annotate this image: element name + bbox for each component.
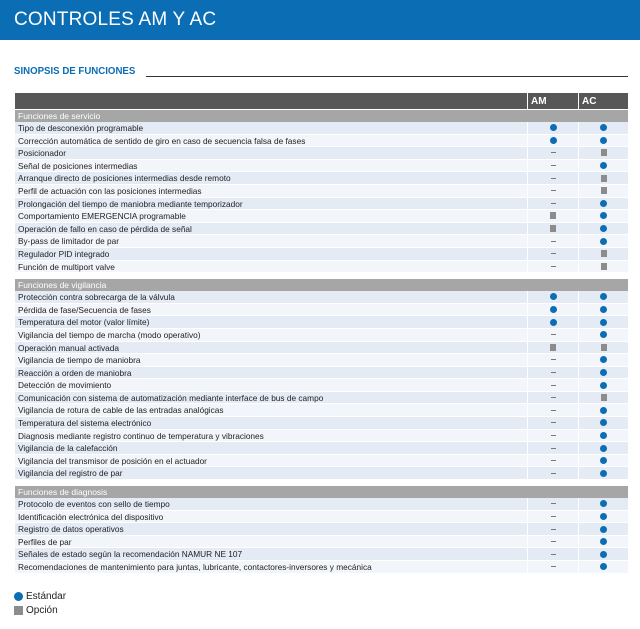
table-row (15, 235, 628, 248)
function-label: Registro de datos operativos (18, 524, 124, 535)
ac-cell (578, 354, 628, 366)
am-cell (527, 467, 578, 479)
standard-dot-icon (550, 293, 557, 300)
standard-dot-icon (600, 162, 607, 169)
not-available-dash-icon (551, 541, 556, 542)
am-cell (527, 329, 578, 341)
table-row (15, 467, 628, 480)
table-row (15, 523, 628, 536)
am-cell (527, 172, 578, 184)
am-cell (527, 261, 578, 273)
function-label: Protección contra sobrecarga de la válvula (18, 292, 175, 303)
standard-dot-icon (600, 551, 607, 558)
not-available-dash-icon (551, 503, 556, 504)
legend-option: Opción (14, 605, 58, 616)
table-row (15, 379, 628, 392)
not-available-dash-icon (551, 334, 556, 335)
table-row (15, 198, 628, 211)
table-row (15, 548, 628, 561)
not-available-dash-icon (551, 473, 556, 474)
ac-cell (578, 329, 628, 341)
not-available-dash-icon (551, 529, 556, 530)
not-available-dash-icon (551, 178, 556, 179)
not-available-dash-icon (551, 372, 556, 373)
function-label: Comportamiento EMERGENCIA programable (18, 211, 186, 222)
table-row (15, 417, 628, 430)
am-cell (527, 498, 578, 510)
am-cell (527, 316, 578, 328)
function-label: Función de multiport valve (18, 261, 115, 272)
not-available-dash-icon (551, 165, 556, 166)
standard-dot-icon (600, 432, 607, 439)
function-label: By-pass de limitador de par (18, 236, 119, 247)
function-label: Identificación electrónica del dispositivo (18, 511, 164, 522)
functions-table (15, 93, 628, 574)
standard-dot-icon (600, 306, 607, 313)
standard-dot-icon (600, 137, 607, 144)
standard-dot-icon (600, 356, 607, 363)
standard-dot-icon (600, 124, 607, 131)
function-label: Vigilancia del registro de par (18, 468, 123, 479)
column-header-am: AM (527, 93, 578, 109)
ac-cell (578, 248, 628, 260)
function-label: Tipo de desconexión programable (18, 123, 144, 133)
subtitle-rule (146, 67, 628, 77)
standard-dot-icon (600, 407, 607, 414)
standard-dot-icon (600, 319, 607, 326)
section-header: Funciones de diagnosis (15, 486, 628, 498)
ac-cell (578, 185, 628, 197)
table-row (15, 316, 628, 329)
standard-dot-icon (600, 457, 607, 464)
ac-cell (578, 316, 628, 328)
standard-dot-icon (600, 200, 607, 207)
table-row (15, 392, 628, 405)
function-label: Operación de fallo en caso de pérdida de señal (18, 223, 192, 234)
am-cell (527, 430, 578, 442)
not-available-dash-icon (551, 554, 556, 555)
table-row (15, 122, 628, 135)
ac-cell (578, 442, 628, 454)
not-available-dash-icon (551, 266, 556, 267)
column-header-ac: AC (578, 93, 628, 109)
not-available-dash-icon (551, 460, 556, 461)
ac-cell (578, 304, 628, 316)
function-label: Recomendaciones de mantenimiento para juntas, lubricante, contactores-inversores y mecánica (18, 562, 372, 572)
standard-dot-icon (600, 500, 607, 507)
not-available-dash-icon (551, 152, 556, 153)
table-row (15, 367, 628, 380)
function-label: Protocolo de eventos con sello de tiempo (18, 499, 170, 510)
ac-cell (578, 367, 628, 379)
title-bar (0, 0, 640, 40)
standard-dot-icon (600, 470, 607, 477)
option-square-icon (550, 344, 556, 351)
ac-cell (578, 122, 628, 134)
am-cell (527, 561, 578, 573)
table-row (15, 291, 628, 304)
ac-cell (578, 261, 628, 273)
function-label: Reacción a orden de maniobra (18, 367, 132, 378)
ac-cell (578, 379, 628, 391)
not-available-dash-icon (551, 435, 556, 436)
function-label: Posicionador (18, 148, 66, 159)
standard-dot-icon (600, 225, 607, 232)
am-cell (527, 379, 578, 391)
table-row (15, 210, 628, 223)
function-label: Vigilancia de tiempo de maniobra (18, 355, 141, 366)
page-title: CONTROLES AM Y AC (14, 9, 217, 30)
standard-dot-icon (600, 419, 607, 426)
function-label: Perfiles de par (18, 536, 72, 547)
section-rows (15, 498, 628, 574)
function-label: Pérdida de fase/Secuencia de fases (18, 304, 151, 315)
am-cell (527, 185, 578, 197)
table-row (15, 223, 628, 236)
not-available-dash-icon (551, 410, 556, 411)
am-cell (527, 404, 578, 416)
function-label: Temperatura del sistema electrónico (18, 418, 152, 429)
option-square-icon (14, 606, 23, 615)
function-label: Detección de movimiento (18, 380, 112, 391)
not-available-dash-icon (551, 359, 556, 360)
function-label: Vigilancia del tiempo de marcha (modo operativo) (18, 329, 201, 340)
legend-standard: Estándar (14, 591, 66, 602)
am-cell (527, 342, 578, 354)
section-rows (15, 122, 628, 273)
option-square-icon (550, 225, 556, 232)
not-available-dash-icon (551, 516, 556, 517)
am-cell (527, 291, 578, 303)
am-cell (527, 210, 578, 222)
ac-cell (578, 417, 628, 429)
am-cell (527, 367, 578, 379)
table-header (15, 93, 628, 110)
table-row (15, 536, 628, 549)
table-row (15, 511, 628, 524)
am-cell (527, 442, 578, 454)
not-available-dash-icon (551, 253, 556, 254)
table-row (15, 329, 628, 342)
function-label: Vigilancia de la calefacción (18, 443, 118, 454)
standard-dot-icon (600, 238, 607, 245)
am-cell (527, 523, 578, 535)
table-row (15, 160, 628, 173)
standard-dot-icon (600, 293, 607, 300)
option-square-icon (601, 175, 607, 182)
am-cell (527, 122, 578, 134)
ac-cell (578, 147, 628, 159)
not-available-dash-icon (551, 385, 556, 386)
table-row (15, 354, 628, 367)
ac-cell (578, 511, 628, 523)
table-row (15, 248, 628, 261)
not-available-dash-icon (551, 190, 556, 191)
option-square-icon (601, 149, 607, 156)
am-cell (527, 511, 578, 523)
option-square-icon (601, 394, 607, 401)
not-available-dash-icon (551, 397, 556, 398)
not-available-dash-icon (551, 241, 556, 242)
table-row (15, 172, 628, 185)
ac-cell (578, 342, 628, 354)
standard-dot-icon (550, 306, 557, 313)
function-label: Vigilancia del transmisor de posición en el actuador (18, 455, 207, 466)
standard-dot-icon (600, 563, 607, 570)
ac-cell (578, 172, 628, 184)
am-cell (527, 455, 578, 467)
standard-dot-icon (600, 538, 607, 545)
am-cell (527, 135, 578, 147)
table-row (15, 561, 628, 574)
standard-dot-icon (600, 445, 607, 452)
standard-dot-icon (600, 513, 607, 520)
function-label: Arranque directo de posiciones intermedias desde remoto (18, 173, 231, 184)
ac-cell (578, 291, 628, 303)
am-cell (527, 235, 578, 247)
subtitle-text: SINOPSIS DE FUNCIONES (14, 65, 136, 77)
ac-cell (578, 404, 628, 416)
not-available-dash-icon (551, 566, 556, 567)
standard-dot-icon (550, 137, 557, 144)
option-square-icon (601, 344, 607, 351)
standard-dot-icon (600, 369, 607, 376)
option-square-icon (601, 263, 607, 270)
function-label: Corrección automática de sentido de giro en caso de secuencia falsa de fases (18, 135, 306, 146)
ac-cell (578, 561, 628, 573)
am-cell (527, 548, 578, 560)
ac-cell (578, 430, 628, 442)
option-square-icon (550, 212, 556, 219)
function-label: Operación manual activada (18, 342, 120, 353)
standard-dot-icon (600, 526, 607, 533)
function-label: Regulador PID integrado (18, 248, 110, 259)
table-row (15, 147, 628, 160)
am-cell (527, 160, 578, 172)
table-row (15, 135, 628, 148)
table-row (15, 404, 628, 417)
am-cell (527, 198, 578, 210)
am-cell (527, 354, 578, 366)
ac-cell (578, 160, 628, 172)
option-square-icon (601, 187, 607, 194)
am-cell (527, 223, 578, 235)
ac-cell (578, 135, 628, 147)
section-header: Funciones de vigilancia (15, 279, 628, 291)
not-available-dash-icon (551, 422, 556, 423)
function-label: Señal de posiciones intermedias (18, 160, 138, 171)
function-label: Vigilancia de rotura de cable de las entradas analógicas (18, 405, 224, 416)
table-row (15, 455, 628, 468)
function-label: Perfil de actuación con las posiciones intermedias (18, 185, 202, 196)
table-row (15, 342, 628, 355)
function-label: Comunicación con sistema de automatización mediante interface de bus de campo (18, 392, 324, 403)
option-square-icon (601, 250, 607, 257)
ac-cell (578, 235, 628, 247)
ac-cell (578, 455, 628, 467)
table-row (15, 498, 628, 511)
ac-cell (578, 498, 628, 510)
function-label: Diagnosis mediante registro continuo de temperatura y vibraciones (18, 430, 264, 441)
am-cell (527, 304, 578, 316)
ac-cell (578, 467, 628, 479)
function-label: Señales de estado según la recomendación NAMUR NE 107 (18, 549, 243, 560)
ac-cell (578, 210, 628, 222)
not-available-dash-icon (551, 448, 556, 449)
ac-cell (578, 223, 628, 235)
function-label: Temperatura del motor (valor límite) (18, 317, 150, 328)
ac-cell (578, 523, 628, 535)
standard-dot-icon (14, 592, 23, 601)
ac-cell (578, 392, 628, 404)
am-cell (527, 147, 578, 159)
table-row (15, 185, 628, 198)
section-rows (15, 291, 628, 480)
am-cell (527, 248, 578, 260)
not-available-dash-icon (551, 203, 556, 204)
standard-dot-icon (600, 382, 607, 389)
function-label: Prolongación del tiempo de maniobra mediante temporizador (18, 198, 243, 209)
am-cell (527, 417, 578, 429)
am-cell (527, 536, 578, 548)
standard-dot-icon (550, 124, 557, 131)
section-header: Funciones de servicio (15, 110, 628, 122)
table-row (15, 430, 628, 443)
table-row (15, 442, 628, 455)
ac-cell (578, 198, 628, 210)
section-subtitle (14, 65, 628, 77)
ac-cell (578, 548, 628, 560)
table-row (15, 304, 628, 317)
standard-dot-icon (550, 319, 557, 326)
table-row (15, 261, 628, 274)
ac-cell (578, 536, 628, 548)
am-cell (527, 392, 578, 404)
standard-dot-icon (600, 331, 607, 338)
standard-dot-icon (600, 212, 607, 219)
